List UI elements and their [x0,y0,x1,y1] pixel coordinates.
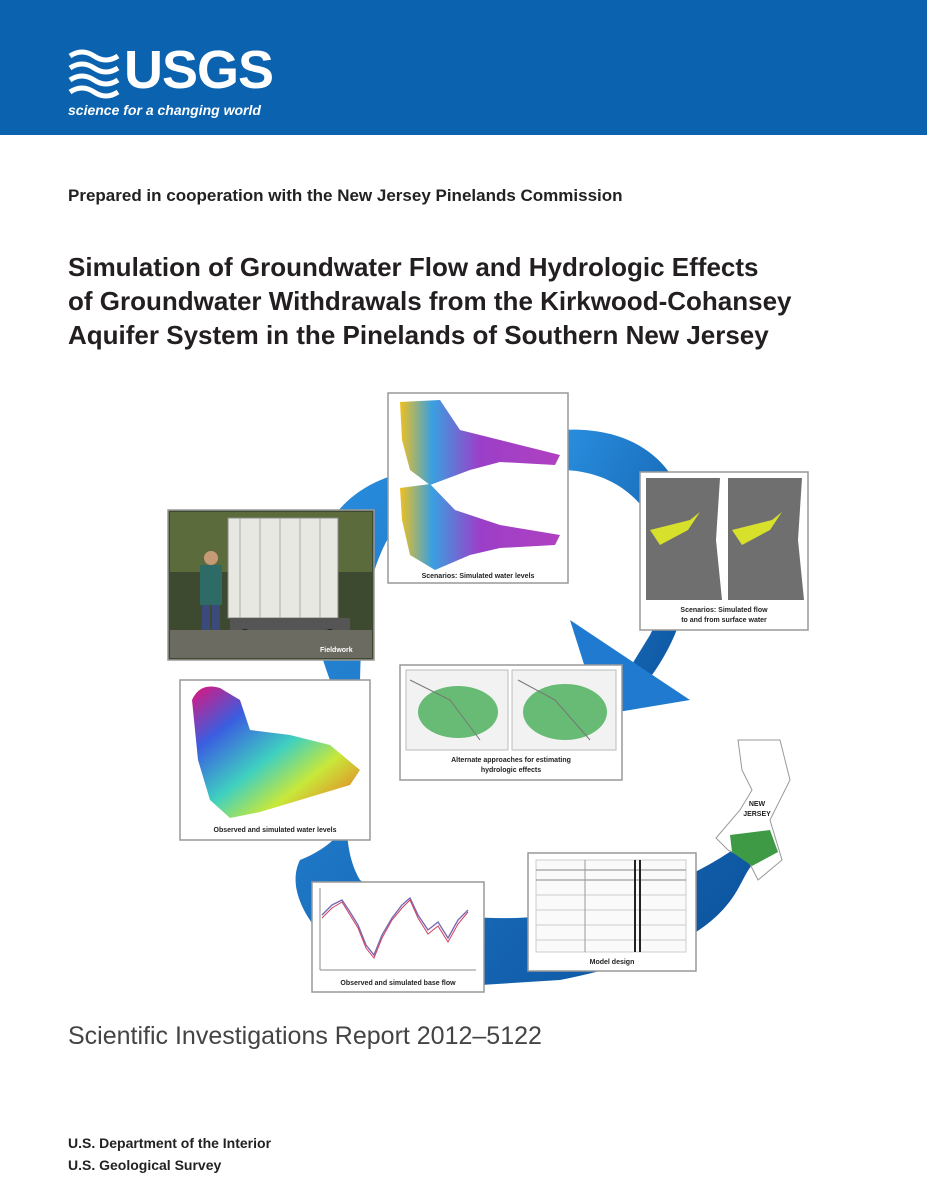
panel-caption: Scenarios: Simulated flow [680,607,768,614]
usgs-logo[interactable] [68,40,278,124]
usgs-tagline: science for a changing world [68,102,261,118]
panel-caption: to and from surface water [681,617,767,624]
report-series: Scientific Investigations Report 2012–5122 [68,1022,542,1050]
panel-caption: Scenarios: Simulated water levels [421,573,535,580]
agency-line: U.S. Department of the Interior [68,1135,272,1151]
title-line: Simulation of Groundwater Flow and Hydrologic Effects [68,252,759,282]
agency-block [68,1132,271,1176]
map-label: NEW [748,801,766,808]
panel-observed-water-levels[interactable] [180,680,370,840]
panel-base-flow[interactable] [312,882,484,992]
cooperation-statement: Prepared in cooperation with the New Jersey Pinelands Commission [68,186,623,205]
panel-caption: Alternate approaches for estimating [451,757,571,764]
panel-alternate-approaches[interactable] [400,665,622,780]
cover-graphic [0,380,927,1000]
panel-caption: Observed and simulated base flow [340,980,456,987]
report-title [68,250,908,352]
panel-caption: Fieldwork [320,647,353,654]
panel-caption: Observed and simulated water levels [213,827,337,834]
usgs-wave-icon [68,46,120,100]
title-line: Aquifer System in the Pinelands of Southern New Jersey [68,320,769,350]
map-label: JERSEY [743,811,771,818]
usgs-banner [0,0,927,135]
panel-caption: hydrologic effects [480,767,542,774]
title-line: of Groundwater Withdrawals from the Kirkwood-Cohansey [68,286,792,316]
panel-model-design[interactable] [528,853,696,971]
panel-water-levels[interactable] [388,393,568,583]
usgs-logo-text: USGS [124,40,274,100]
panel-caption: Model design [589,959,635,966]
panel-fieldwork[interactable] [168,510,374,660]
agency-line: U.S. Geological Survey [68,1157,222,1173]
panel-surface-water[interactable] [640,472,808,630]
